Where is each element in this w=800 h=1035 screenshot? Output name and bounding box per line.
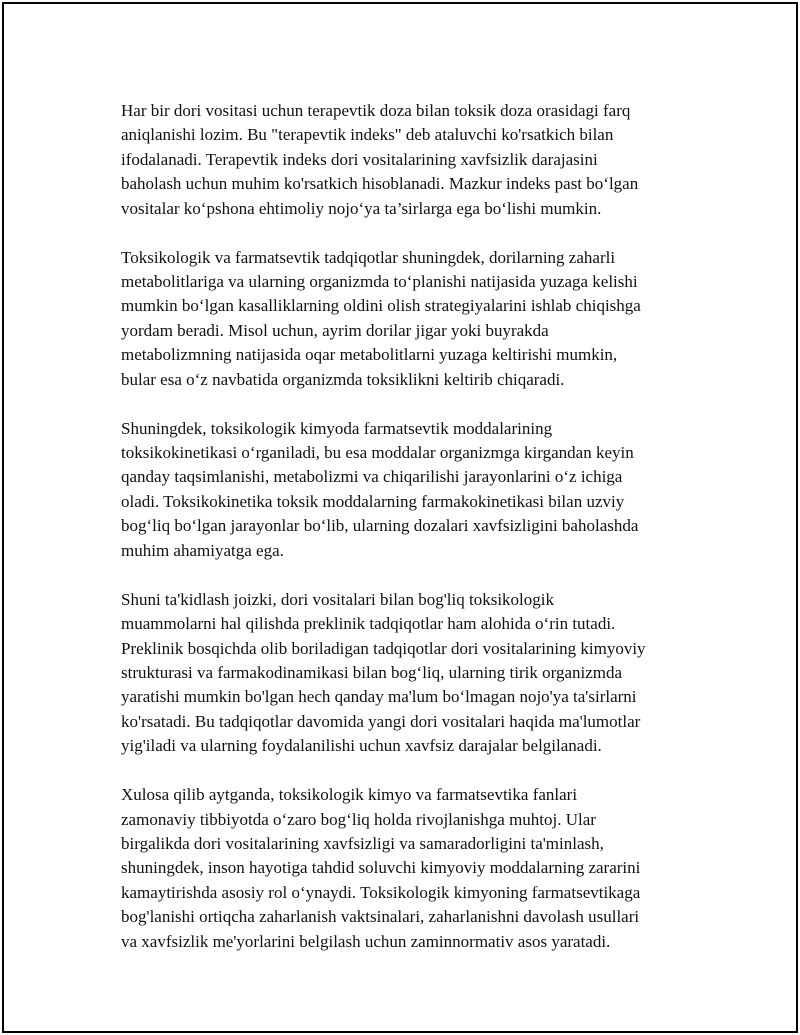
text-line: shuningdek, inson hayotiga tahdid soluvchi kimyoviy moddalarning zararini (121, 858, 641, 878)
text-line: baholash uchun muhim ko'rsatkich hisoblanadi. Mazkur indeks past bo‘lgan (121, 174, 639, 194)
document-body (121, 99, 701, 979)
text-line: kamaytirishda asosiy rol o‘ynaydi. Toksikologik kimyoning farmatsevtikaga (121, 882, 641, 902)
text-line: strukturasi va farmakodinamikasi bilan bog‘liq, ularning tirik organizmda (121, 662, 623, 682)
text-line: ifodalanadi. Terapevtik indeks dori vositalarining xavfsizlik darajasini (121, 149, 598, 169)
text-line: oladi. Toksikokinetika toksik moddalarning farmakokinetikasi bilan uzviy (121, 491, 625, 511)
text-line: Shuningdek, toksikologik kimyoda farmatsevtik moddalarining (121, 418, 553, 438)
text-line: Har bir dori vositasi uchun terapevtik doza bilan toksik doza orasidagi farq (121, 101, 631, 120)
text-line: birgalikda dori vositalarining xavfsizligi va samaradorligini ta'minlash, (121, 833, 604, 853)
text-line: Shuni ta'kidlash joizki, dori vositalari bilan bog'liq toksikologik (121, 589, 554, 609)
text-line: ko'rsatadi. Bu tadqiqotlar davomida yangi dori vositalari haqida ma'lumotlar (121, 711, 641, 731)
text-line: Toksikologik va farmatsevtik tadqiqotlar shuningdek, dorilarning zaharli (121, 247, 616, 267)
text-line: metabolitlariga va ularning organizmda to‘planishi natijasida yuzaga kelishi (121, 272, 638, 292)
text-line: yaratishi mumkin bo'lgan hech qanday ma'lum bo‘lmagan nojo'ya ta'sirlarni (121, 687, 637, 707)
text-line: aniqlanishi lozim. Bu "terapevtik indeks" deb ataluvchi ko'rsatkich bilan (121, 125, 614, 145)
text-line: Xulosa qilib aytganda, toksikologik kimyo va farmatsevtika fanlari (121, 785, 578, 805)
text-line: toksikokinetikasi o‘rganiladi, bu esa moddalar organizmga kirgandan keyin (121, 443, 634, 463)
paragraph-therapeutic-index (121, 99, 701, 221)
text-line: mumkin bo‘lgan kasalliklarning oldini olish strategiyalarini ishlab chiqishga (121, 296, 641, 316)
text-line: yig'iladi va ularning foydalanilishi uchun xavfsiz darajalar belgilanadi. (121, 736, 602, 756)
text-line: bular esa o‘z navbatida organizmda toksiklikni keltirib chiqaradi. (121, 369, 565, 389)
page-frame (2, 2, 798, 1033)
text-line: muhim ahamiyatga ega. (121, 540, 284, 560)
paragraph-preclinical-studies (121, 588, 701, 759)
text-line: metabolizmning natijasida oqar metabolitlarni yuzaga keltirishi mumkin, (121, 345, 618, 365)
paragraph-toxicokinetics (121, 417, 701, 563)
text-line: zamonaviy tibbiyotda o‘zaro bog‘liq holda rivojlanishga muhtoj. Ular (121, 809, 596, 829)
text-line: bog‘liq bo‘lgan jarayonlar bo‘lib, ularning dozalari xavfsizligini baholashda (121, 516, 639, 536)
text-line: va xavfsizlik me'yorlarini belgilash uchun zaminnormativ asos yaratadi. (121, 931, 611, 951)
text-line: yordam beradi. Misol uchun, ayrim dorilar jigar yoki buyrakda (121, 320, 549, 340)
text-line: Preklinik bosqichda olib boriladigan tadqiqotlar dori vositalarining kimyoviy (121, 638, 646, 658)
paragraph-toxic-metabolites (121, 246, 701, 392)
text-line: bog'lanishi ortiqcha zaharlanish vaktsinalari, zaharlanishni davolash usullari (121, 907, 640, 927)
text-line: vositalar ko‘pshona ehtimoliy nojo‘ya ta’sirlarga ega bo‘lishi mumkin. (121, 198, 602, 218)
text-line: qanday taqsimlanishi, metabolizmi va chiqarilishi jarayonlarini o‘z ichiga (121, 467, 623, 487)
text-line: muammolarni hal qilishda preklinik tadqiqotlar ham alohida o‘rin tutadi. (121, 614, 616, 634)
paragraph-conclusion (121, 783, 701, 954)
